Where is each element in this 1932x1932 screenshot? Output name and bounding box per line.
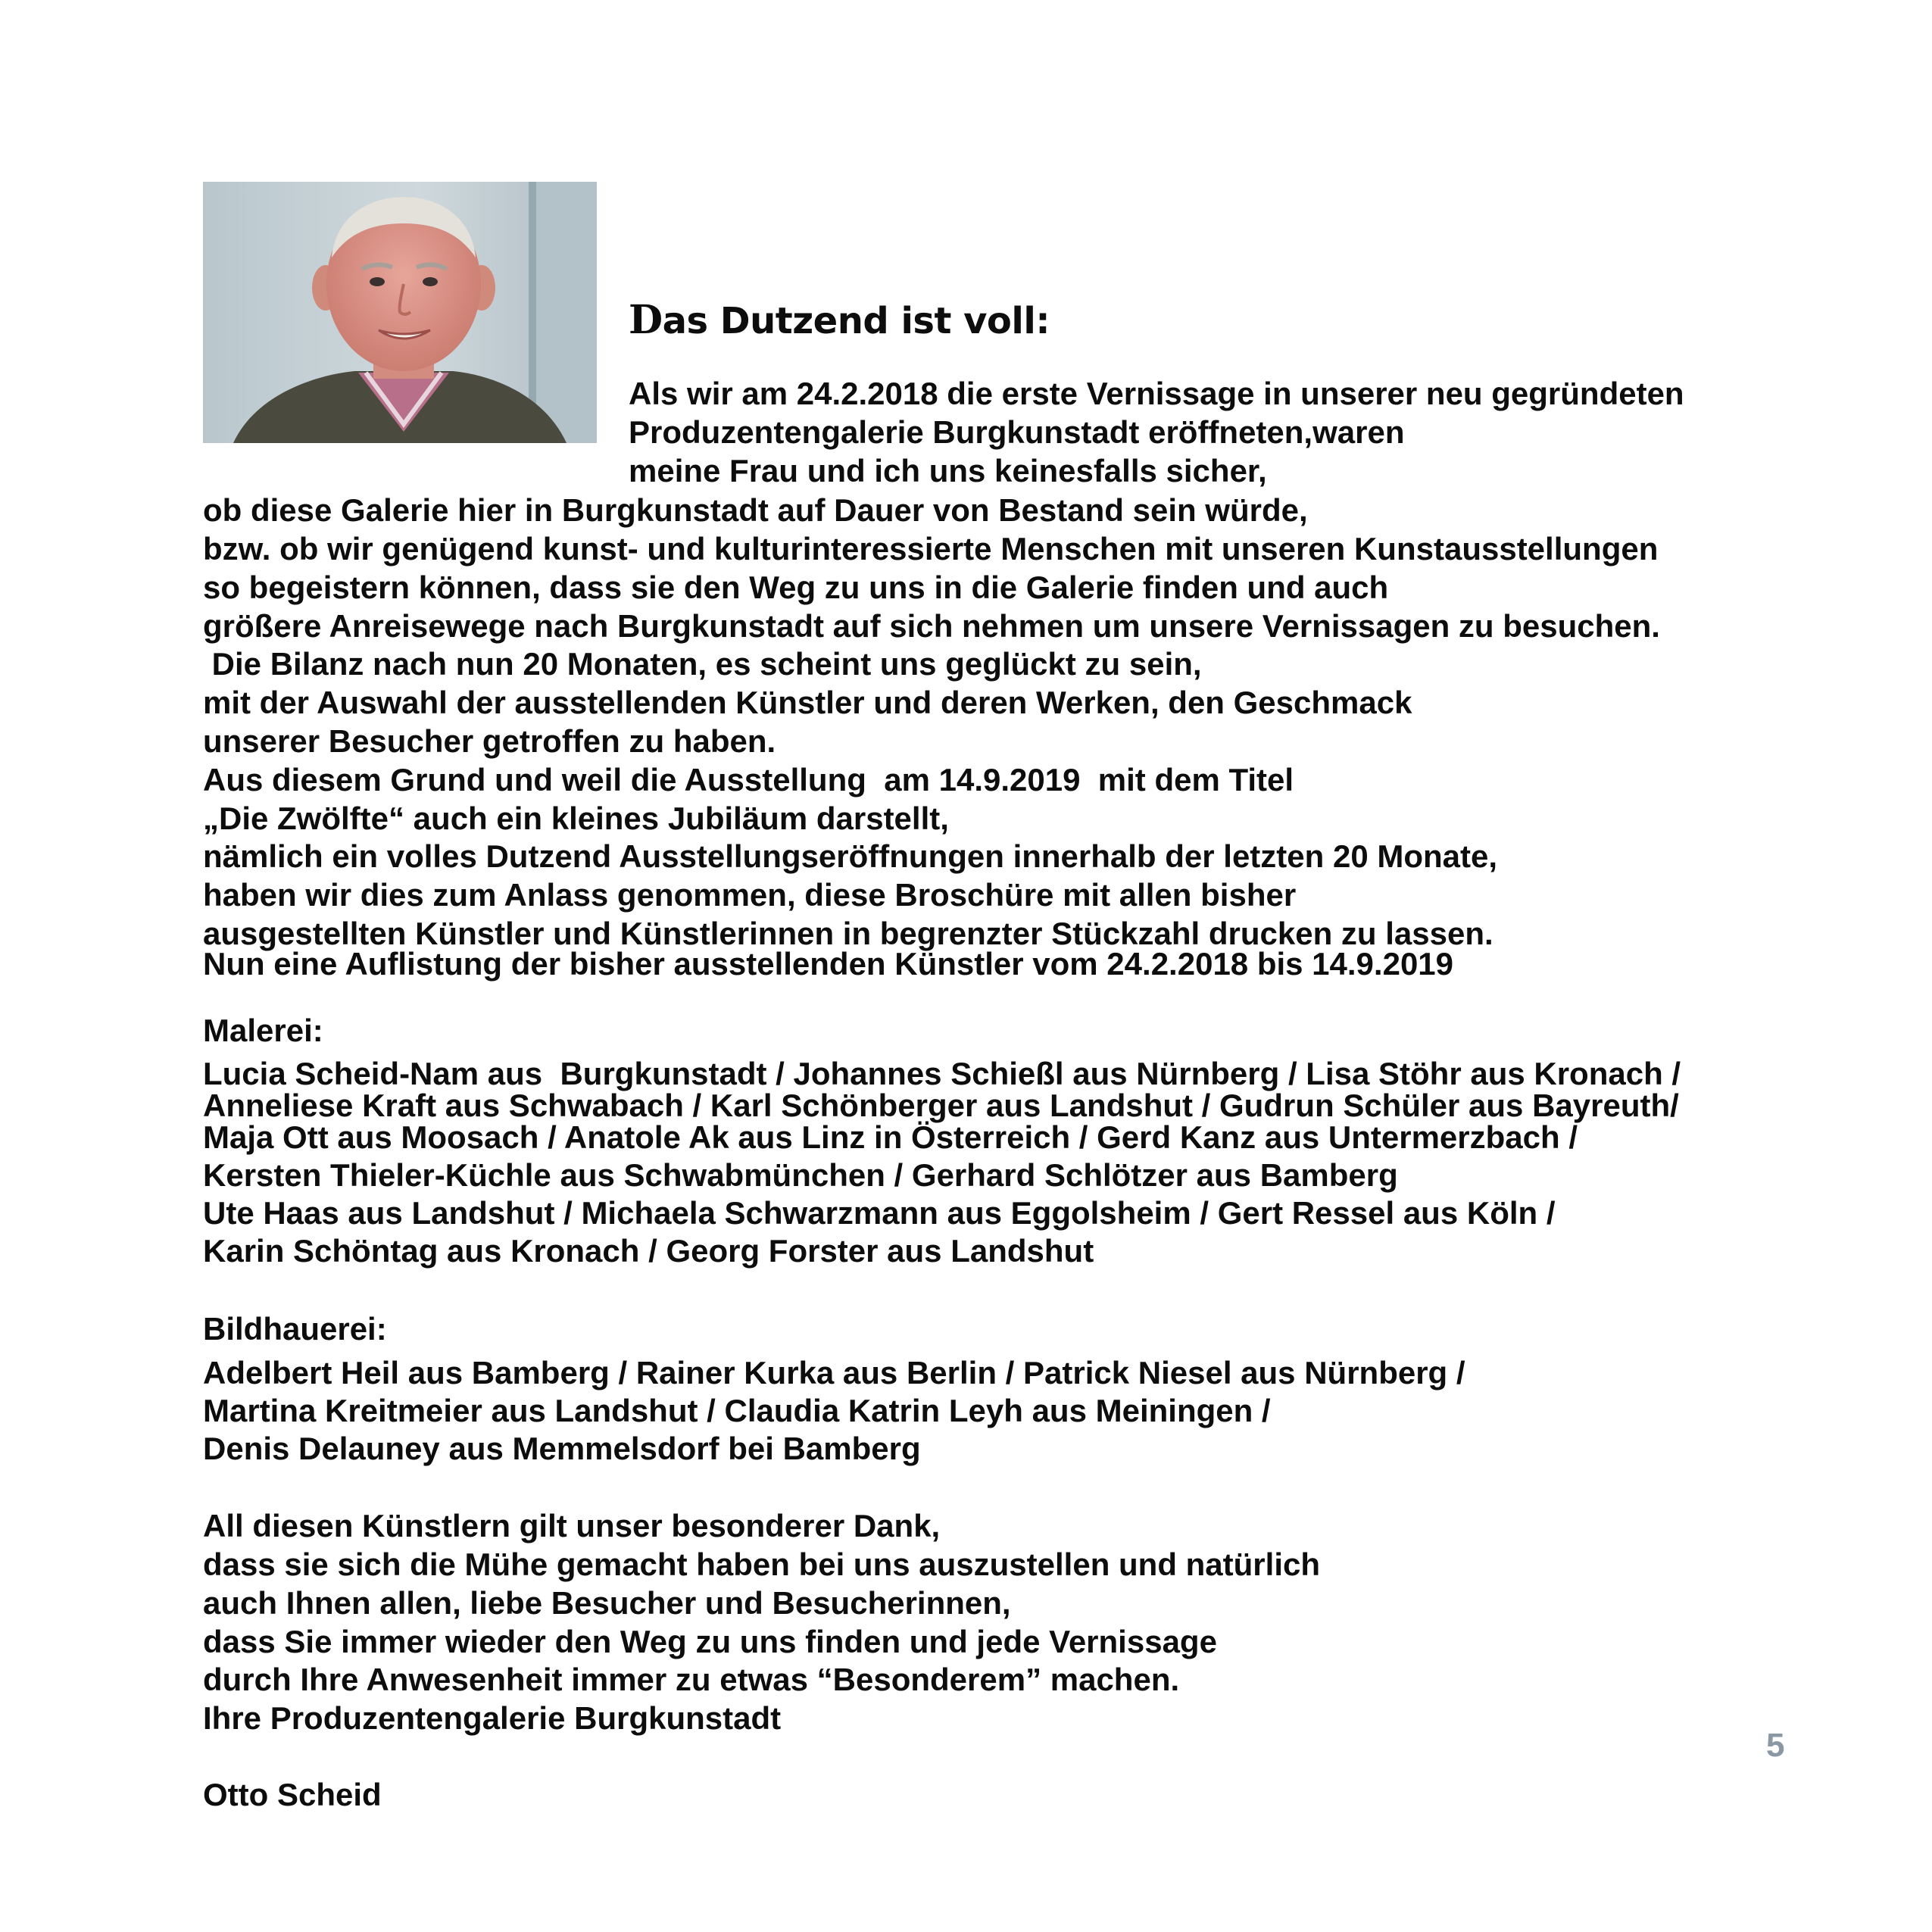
intro-line: Als wir am 24.2.2018 die erste Vernissage in unserer neu gegründeten — [629, 376, 1684, 411]
intro-line: unserer Besucher getroffen zu haben. — [203, 723, 776, 759]
intro-line: nämlich ein volles Dutzend Ausstellungseröffnungen innerhalb der letzten 20 Monate, — [203, 838, 1498, 874]
page-number: 5 — [1766, 1727, 1785, 1764]
portrait-photo — [203, 182, 597, 443]
bildhauerei-artists-line: Adelbert Heil aus Bamberg / Rainer Kurka aus Berlin / Patrick Niesel aus Nürnberg / — [203, 1355, 1465, 1390]
title-rest: as Dutzend ist voll: — [662, 300, 1050, 342]
malerei-artists-line: Kersten Thieler-Küchle aus Schwabmünchen / Gerhard Schlötzer aus Bamberg — [203, 1157, 1398, 1193]
intro-line: ob diese Galerie hier in Burgkunstadt auf Dauer von Bestand sein würde, — [203, 492, 1308, 528]
page-title — [629, 297, 1050, 343]
closing-line: Ihre Produzentengalerie Burgkunstadt — [203, 1700, 782, 1736]
malerei-artists-line: Maja Ott aus Moosach / Anatole Ak aus Linz in Österreich / Gerd Kanz aus Untermerzbach / — [203, 1119, 1578, 1155]
intro-line: meine Frau und ich uns keinesfalls sicher, — [629, 453, 1267, 488]
signature: Otto Scheid — [203, 1777, 382, 1812]
closing-line: dass sie sich die Mühe gemacht haben bei uns auszustellen und natürlich — [203, 1547, 1321, 1582]
closing-line: auch Ihnen allen, liebe Besucher und Besucherinnen, — [203, 1585, 1011, 1621]
intro-line: Produzentengalerie Burgkunstadt eröffneten,waren — [629, 414, 1405, 450]
closing-line: All diesen Künstlern gilt unser besonderer Dank, — [203, 1508, 941, 1543]
bildhauerei-artists-line: Denis Delauney aus Memmelsdorf bei Bamberg — [203, 1431, 921, 1466]
intro-line: bzw. ob wir genügend kunst- und kulturinteressierte Menschen mit unseren Kunstausstellungen — [203, 531, 1659, 566]
intro-line: Nun eine Auflistung der bisher ausstellenden Künstler vom 24.2.2018 bis 14.9.2019 — [203, 946, 1454, 982]
closing-line: durch Ihre Anwesenheit immer zu etwas “Besonderem” machen. — [203, 1662, 1180, 1697]
title-initial: D — [629, 297, 663, 343]
intro-line: größere Anreisewege nach Burgkunstadt auf sich nehmen um unsere Vernissagen zu besuchen. — [203, 608, 1660, 644]
malerei-artists-line: Lucia Scheid-Nam aus Burgkunstadt / Johannes Schießl aus Nürnberg / Lisa Stöhr aus Kronach / — [203, 1056, 1681, 1091]
intro-line: Die Bilanz nach nun 20 Monaten, es scheint uns geglückt zu sein, — [203, 646, 1202, 682]
malerei-artists-line: Ute Haas aus Landshut / Michaela Schwarzmann aus Eggolsheim / Gert Ressel aus Köln / — [203, 1195, 1556, 1231]
closing-line: dass Sie immer wieder den Weg zu uns finden und jede Vernissage — [203, 1624, 1217, 1659]
bildhauerei-artists-line: Martina Kreitmeier aus Landshut / Claudia Katrin Leyh aus Meiningen / — [203, 1393, 1271, 1428]
malerei-artists-line: Anneliese Kraft aus Schwabach / Karl Schönberger aus Landshut / Gudrun Schüler aus Bayreuth/ — [203, 1088, 1679, 1123]
intro-line: so begeistern können, dass sie den Weg zu uns in die Galerie finden und auch — [203, 570, 1389, 605]
intro-line: mit der Auswahl der ausstellenden Künstler und deren Werken, den Geschmack — [203, 685, 1412, 720]
intro-line: Aus diesem Grund und weil die Ausstellung am 14.9.2019 mit dem Titel — [203, 762, 1294, 797]
intro-line: „Die Zwölfte“ auch ein kleines Jubiläum darstellt, — [203, 801, 949, 836]
intro-line: ausgestellten Künstler und Künstlerinnen in begrenzter Stückzahl drucken zu lassen. — [203, 916, 1493, 951]
bildhauerei-heading: Bildhauerei: — [203, 1311, 387, 1347]
intro-line: haben wir dies zum Anlass genommen, diese Broschüre mit allen bisher — [203, 877, 1297, 913]
malerei-artists-line: Karin Schöntag aus Kronach / Georg Forster aus Landshut — [203, 1233, 1094, 1269]
malerei-heading: Malerei: — [203, 1013, 323, 1048]
